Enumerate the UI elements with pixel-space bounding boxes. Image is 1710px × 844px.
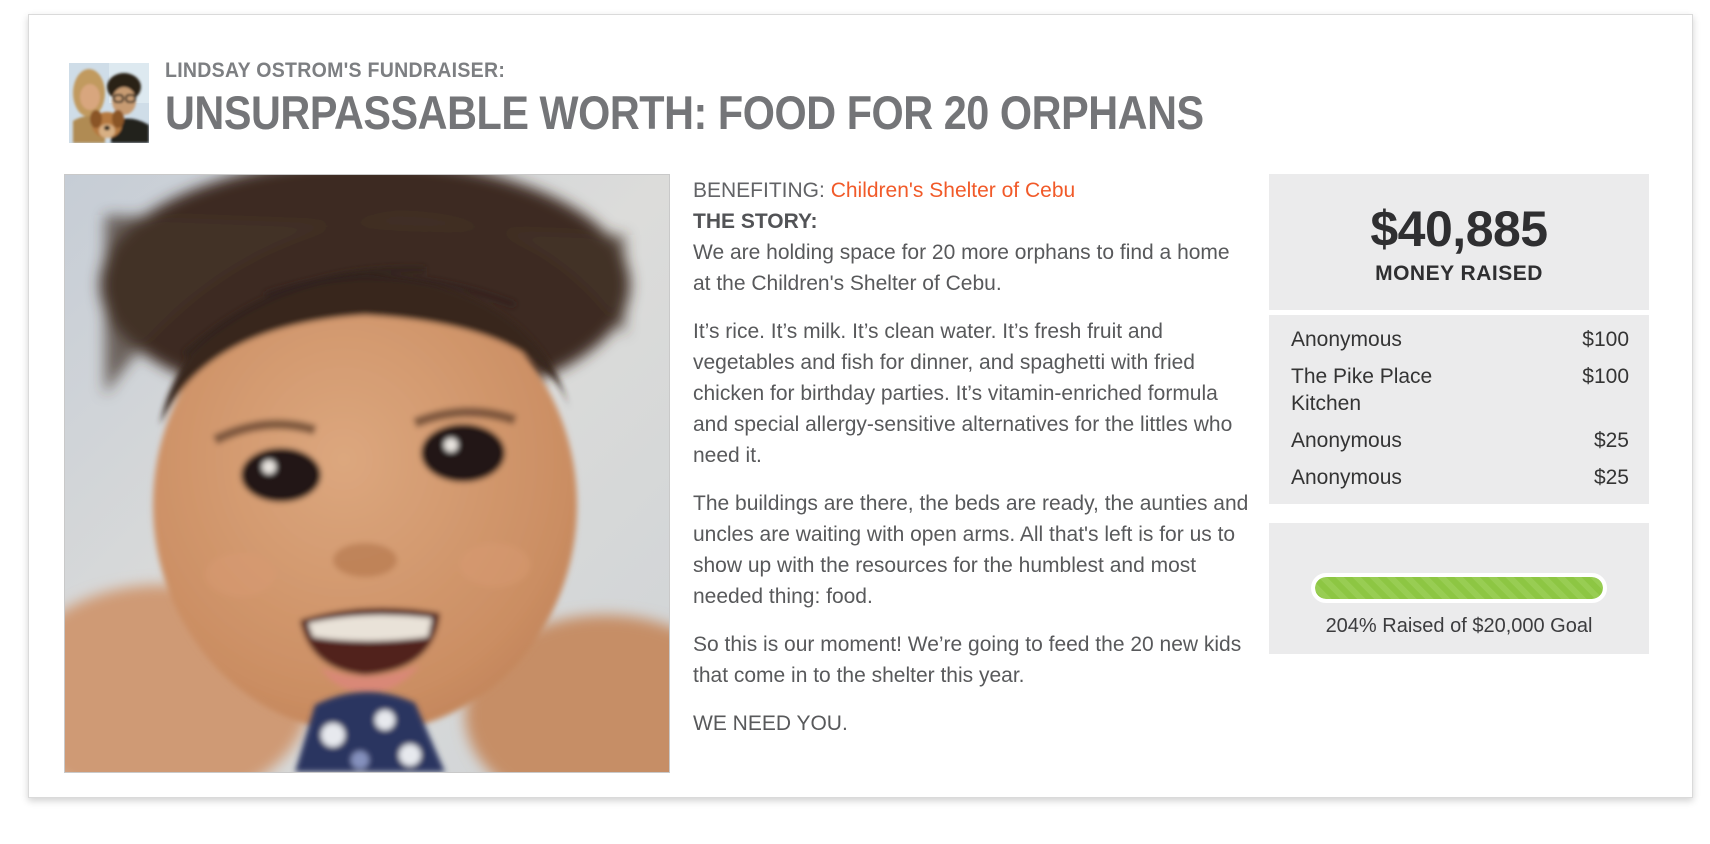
fundraiser-owner-label: LINDSAY OSTROM'S FUNDRAISER: — [165, 59, 506, 82]
goal-progress-panel — [1269, 523, 1649, 654]
money-raised-panel — [1269, 174, 1649, 504]
avatar — [69, 63, 149, 143]
story-paragraph: We are holding space for 20 more orphans to find a home at the Children's Shelter of Cebu. — [693, 241, 1230, 295]
avatar-photo-illustration — [69, 63, 149, 143]
donor-row — [1291, 358, 1629, 422]
fundraiser-card — [28, 14, 1693, 798]
story-paragraph: WE NEED YOU. — [693, 712, 848, 735]
donor-name: Anonymous — [1291, 328, 1402, 351]
donor-name: Anonymous — [1291, 429, 1402, 452]
donor-name: The Pike Place Kitchen — [1291, 365, 1433, 415]
donor-list — [1269, 315, 1649, 496]
amount-raised: $40,885 — [1370, 201, 1548, 257]
donor-name: Anonymous — [1291, 466, 1402, 489]
donor-row — [1291, 321, 1629, 358]
benefiting-label: BENEFITING: — [693, 179, 825, 202]
progress-caption: 204% Raised of $20,000 Goal — [1325, 615, 1593, 637]
story-label: THE STORY: — [693, 210, 818, 233]
story-paragraph: So this is our moment! We’re going to feed the 20 new kids that come in to the shelter this year. — [693, 633, 1242, 687]
donor-row — [1291, 422, 1629, 459]
donor-amount: $25 — [1593, 429, 1629, 452]
benefiting-line — [693, 175, 1249, 206]
benefiting-link[interactable]: Children's Shelter of Cebu — [830, 179, 1076, 202]
story-paragraph: The buildings are there, the beds are ready, the aunties and uncles are waiting with open arms. All that's left is for us to show up with the resources for the humblest and most needed thing: food. — [693, 492, 1249, 608]
donor-amount: $100 — [1582, 328, 1629, 351]
progress-bar — [1311, 573, 1607, 603]
progress-bar-fill — [1315, 577, 1603, 599]
money-raised-label: MONEY RAISED — [1375, 262, 1543, 285]
story-section — [693, 175, 1249, 756]
donor-amount: $100 — [1582, 365, 1629, 388]
child-photo — [64, 174, 670, 773]
page-title: UNSURPASSABLE WORTH: FOOD FOR 20 ORPHANS — [165, 86, 1204, 139]
story-paragraph: It’s rice. It’s milk. It’s clean water. It’s fresh fruit and vegetables and fish for dinner, and spaghetti with fried chicken for birthday parties. It’s vitamin-enriched formula and special allergy-sensitive alternatives for the littles who need it. — [693, 320, 1233, 467]
donor-row — [1291, 459, 1629, 496]
donor-amount: $25 — [1593, 466, 1629, 489]
